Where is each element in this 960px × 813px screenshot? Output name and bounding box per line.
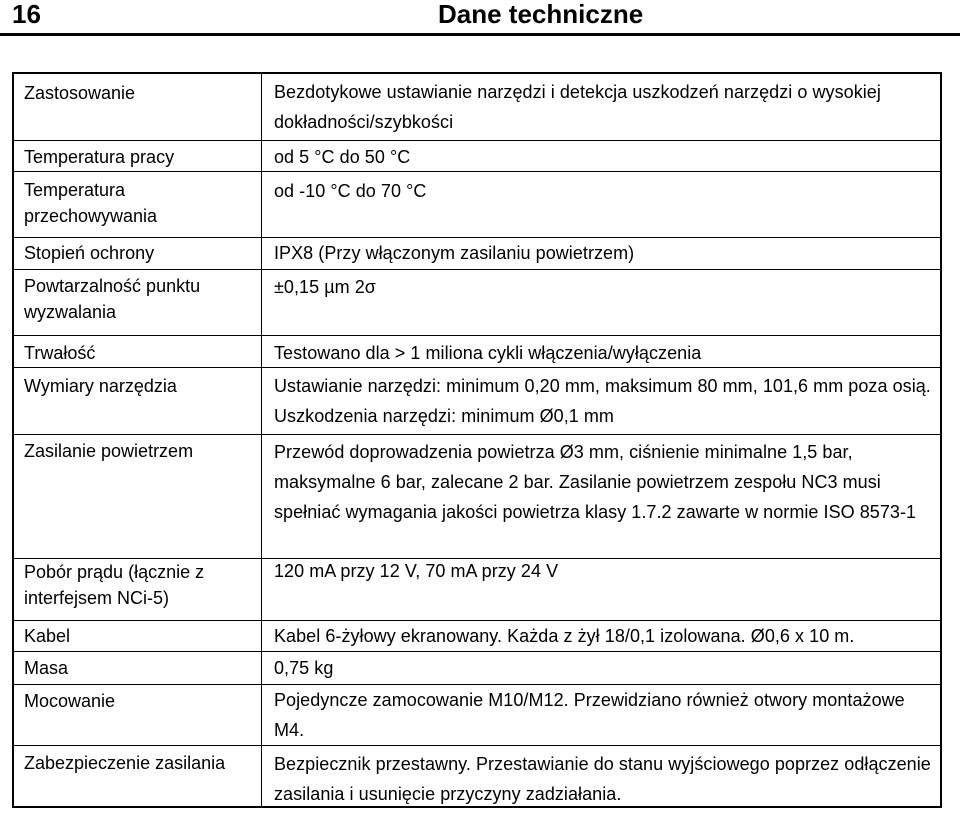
spec-label: Kabel [24,626,71,646]
row-rule [14,140,940,141]
spec-label: Mocowanie [24,691,116,711]
spec-label: Temperatura przechowywania [24,180,158,226]
spec-label: Powtarzalność punktu wyzwalania [24,276,201,322]
page-header [0,0,960,34]
spec-value: Pojedyncze zamocowanie M10/M12. Przewidziano również otwory montażowe M4. [274,690,905,740]
spec-label: Trwałość [24,343,96,363]
row-rule [14,171,940,172]
spec-label: Masa [24,658,69,678]
spec-value: Kabel 6-żyłowy ekranowany. Każda z żył 18/0,1 izolowana. Ø0,6 x 10 m. [274,626,855,646]
row-rule [14,651,940,652]
spec-value: 120 mA przy 12 V, 70 mA przy 24 V [274,561,559,581]
spec-table [12,72,942,808]
spec-value: Bezdotykowe ustawianie narzędzi i detekcja uszkodzeń narzędzi o wysokiej dokładności/szybkości [274,82,881,132]
column-divider [261,74,262,806]
spec-label: Stopień ochrony [24,243,155,263]
spec-label: Pobór prądu (łącznie z interfejsem NCi-5) [24,562,205,608]
spec-label: Zasilanie powietrzem [24,441,194,461]
row-rule [14,335,940,336]
page-title: Dane techniczne [438,0,644,29]
row-rule [14,745,940,746]
spec-value: Testowano dla > 1 miliona cykli włączenia/wyłączenia [274,343,702,363]
spec-value: Ustawianie narzędzi: minimum 0,20 mm, maksimum 80 mm, 101,6 mm poza osią. Uszkodzenia narzędzi: minimum Ø0,1 mm [274,376,931,426]
spec-value: Przewód doprowadzenia powietrza Ø3 mm, ciśnienie minimalne 1,5 bar, maksymalne 6 bar, zalecane 2 bar. Zasilanie powietrzem zespołu NC3 musi spełniać wymagania jakości powietrza klasy 1.7.2 zawarte w normie ISO 8573-1 [274,442,917,522]
page-number: 16 [12,0,41,29]
spec-value: 0,75 kg [274,658,334,678]
spec-label: Temperatura pracy [24,147,175,167]
spec-value: Bezpiecznik przestawny. Przestawianie do stanu wyjściowego poprzez odłączenie zasilania i usunięcie przyczyny zadziałania. [274,754,931,804]
spec-label: Zastosowanie [24,83,136,103]
row-rule [14,269,940,270]
spec-label: Zabezpieczenie zasilania [24,753,226,773]
spec-value: od 5 °C do 50 °C [274,147,411,167]
spec-value: od -10 °C do 70 °C [274,181,427,201]
row-rule [14,434,940,435]
spec-value: ±0,15 µm 2σ [274,277,376,297]
row-rule [14,367,940,368]
spec-value: IPX8 (Przy włączonym zasilaniu powietrzem) [274,243,635,263]
spec-label: Wymiary narzędzia [24,376,177,396]
header-rule [0,33,960,36]
